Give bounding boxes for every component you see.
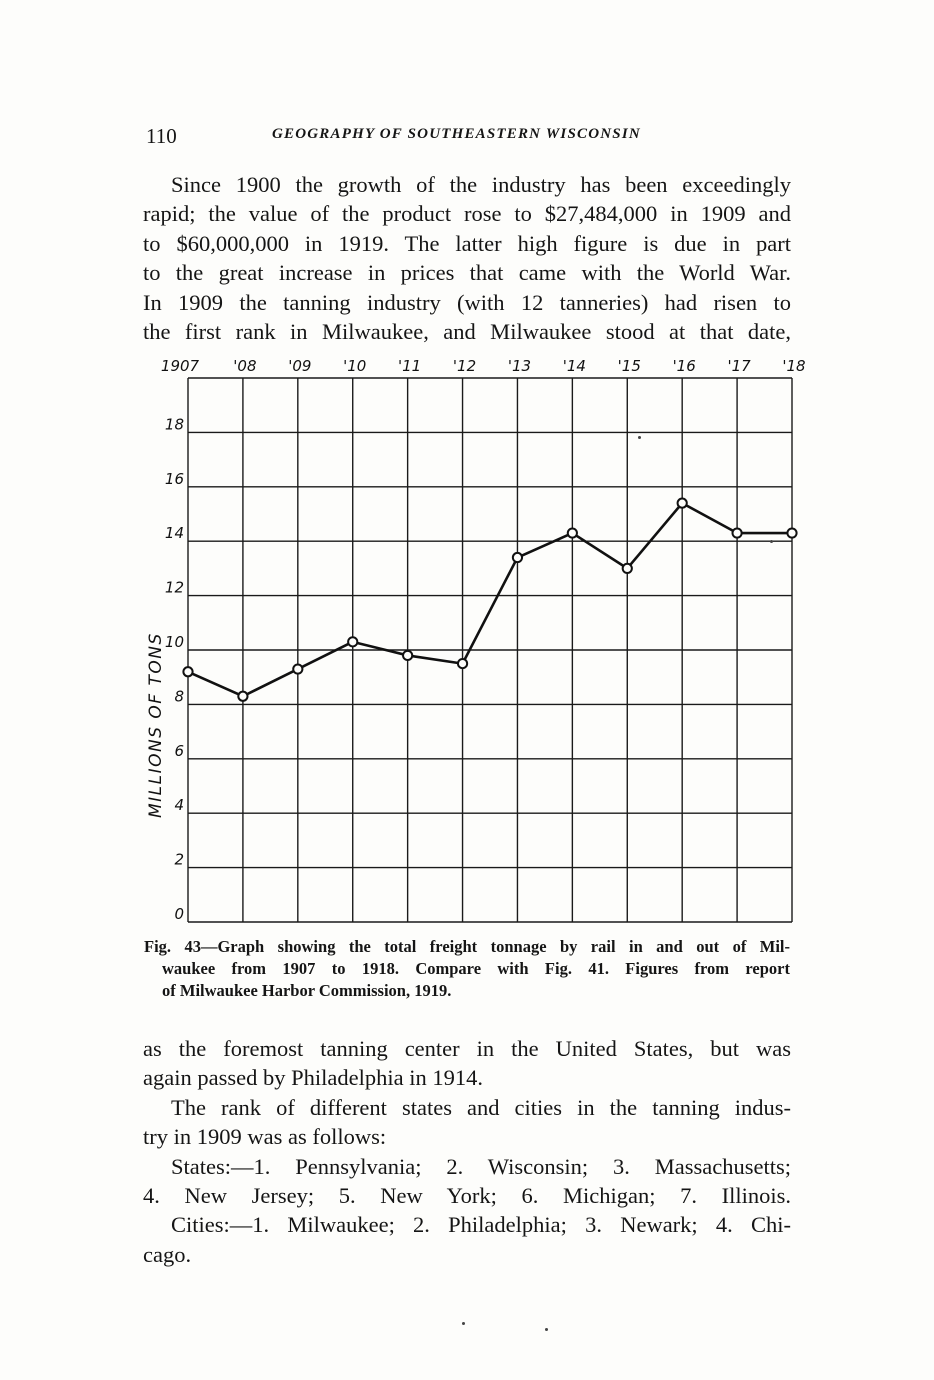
series-polyline xyxy=(188,503,792,696)
data-point xyxy=(238,692,247,701)
text-line: In 1909 the tanning industry (with 12 tanneries) had risen to xyxy=(143,289,791,315)
tonnage-line-chart xyxy=(130,346,810,931)
print-speck xyxy=(770,540,773,543)
text-line: Since 1900 the growth of the industry has been exceedingly xyxy=(171,172,791,197)
text-line: to the great increase in prices that came with the World War. xyxy=(143,260,791,286)
data-point xyxy=(513,553,522,562)
y-axis-label: MILLIONS OF TONS xyxy=(146,632,166,818)
caption-line: of Milwaukee Harbor Commission, 1919. xyxy=(162,981,452,1000)
page-header xyxy=(146,124,792,150)
data-point xyxy=(403,651,412,660)
y-tick-label: 0 xyxy=(174,905,184,923)
x-tick-label: 1907 xyxy=(160,357,200,375)
y-tick-label: 2 xyxy=(174,850,184,869)
y-tick-label: 18 xyxy=(164,415,184,434)
x-tick-label: '15 xyxy=(617,357,641,375)
y-tick-label: 8 xyxy=(174,687,184,706)
x-tick-label: '18 xyxy=(782,357,806,375)
text-line: Cities:—1. Milwaukee; 2. Philadelphia; 3. Newark; 4. Chi- xyxy=(171,1212,791,1238)
y-tick-label: 12 xyxy=(164,578,184,597)
x-tick-label: '09 xyxy=(288,357,312,375)
paragraph-bottom xyxy=(143,1034,791,1269)
x-tick-label: '14 xyxy=(562,357,586,375)
y-tick-label: 16 xyxy=(164,469,184,488)
y-tick-label: 4 xyxy=(174,796,184,815)
data-point xyxy=(787,528,796,537)
text-line: The rank of different states and cities in the tanning indus- xyxy=(171,1094,791,1120)
x-tick-label: '12 xyxy=(452,357,477,375)
caption-line: Fig. 43—Graph showing the total freight tonnage by rail in and out of Mil- xyxy=(144,937,790,956)
text-line: try in 1909 was as follows: xyxy=(143,1124,387,1150)
text-line: again passed by Philadelphia in 1914. xyxy=(143,1065,483,1091)
data-point xyxy=(678,499,687,508)
text-line: as the foremost tanning center in the United States, but was xyxy=(143,1036,791,1061)
x-tick-label: '13 xyxy=(507,357,532,375)
x-tick-label: '17 xyxy=(727,357,751,375)
x-tick-label: '10 xyxy=(343,357,367,375)
x-axis-ticks xyxy=(161,357,806,375)
caption-line: waukee from 1907 to 1918. Compare with Fig. 41. Figures from report xyxy=(162,959,790,978)
y-tick-label: 6 xyxy=(174,741,184,760)
y-axis-ticks xyxy=(165,415,184,923)
print-speck xyxy=(462,1322,465,1325)
data-point xyxy=(568,528,577,537)
data-point xyxy=(348,637,357,646)
x-tick-label: '11 xyxy=(398,357,422,375)
x-tick-label: '16 xyxy=(672,357,696,375)
data-point xyxy=(458,659,467,668)
running-head: GEOGRAPHY OF SOUTHEASTERN WISCONSIN xyxy=(272,126,641,142)
text-line: 4. New Jersey; 5. New York; 6. Michigan; 7. Illinois. xyxy=(143,1183,791,1209)
y-tick-label: 14 xyxy=(164,524,184,543)
y-tick-label: 10 xyxy=(164,633,184,651)
text-line: to $60,000,000 in 1919. The latter high figure is due in part xyxy=(143,230,791,256)
data-point xyxy=(293,664,302,673)
figure-caption xyxy=(144,936,790,1002)
page-number: 110 xyxy=(146,124,177,148)
x-tick-label: '08 xyxy=(233,357,257,375)
chart-grid xyxy=(188,378,792,922)
text-line: the first rank in Milwaukee, and Milwaukee stood at that date, xyxy=(143,319,791,345)
series-points xyxy=(183,499,796,701)
data-point xyxy=(732,528,741,537)
series-line xyxy=(188,503,792,696)
text-line: States:—1. Pennsylvania; 2. Wisconsin; 3. Massachusetts; xyxy=(171,1153,791,1179)
text-line: cago. xyxy=(143,1241,192,1267)
text-line: rapid; the value of the product rose to $27,484,000 in 1909 and xyxy=(143,201,791,227)
data-point xyxy=(183,667,192,676)
print-speck xyxy=(638,436,641,439)
paragraph-top xyxy=(143,170,791,346)
print-speck xyxy=(545,1328,548,1331)
data-point xyxy=(623,564,632,573)
